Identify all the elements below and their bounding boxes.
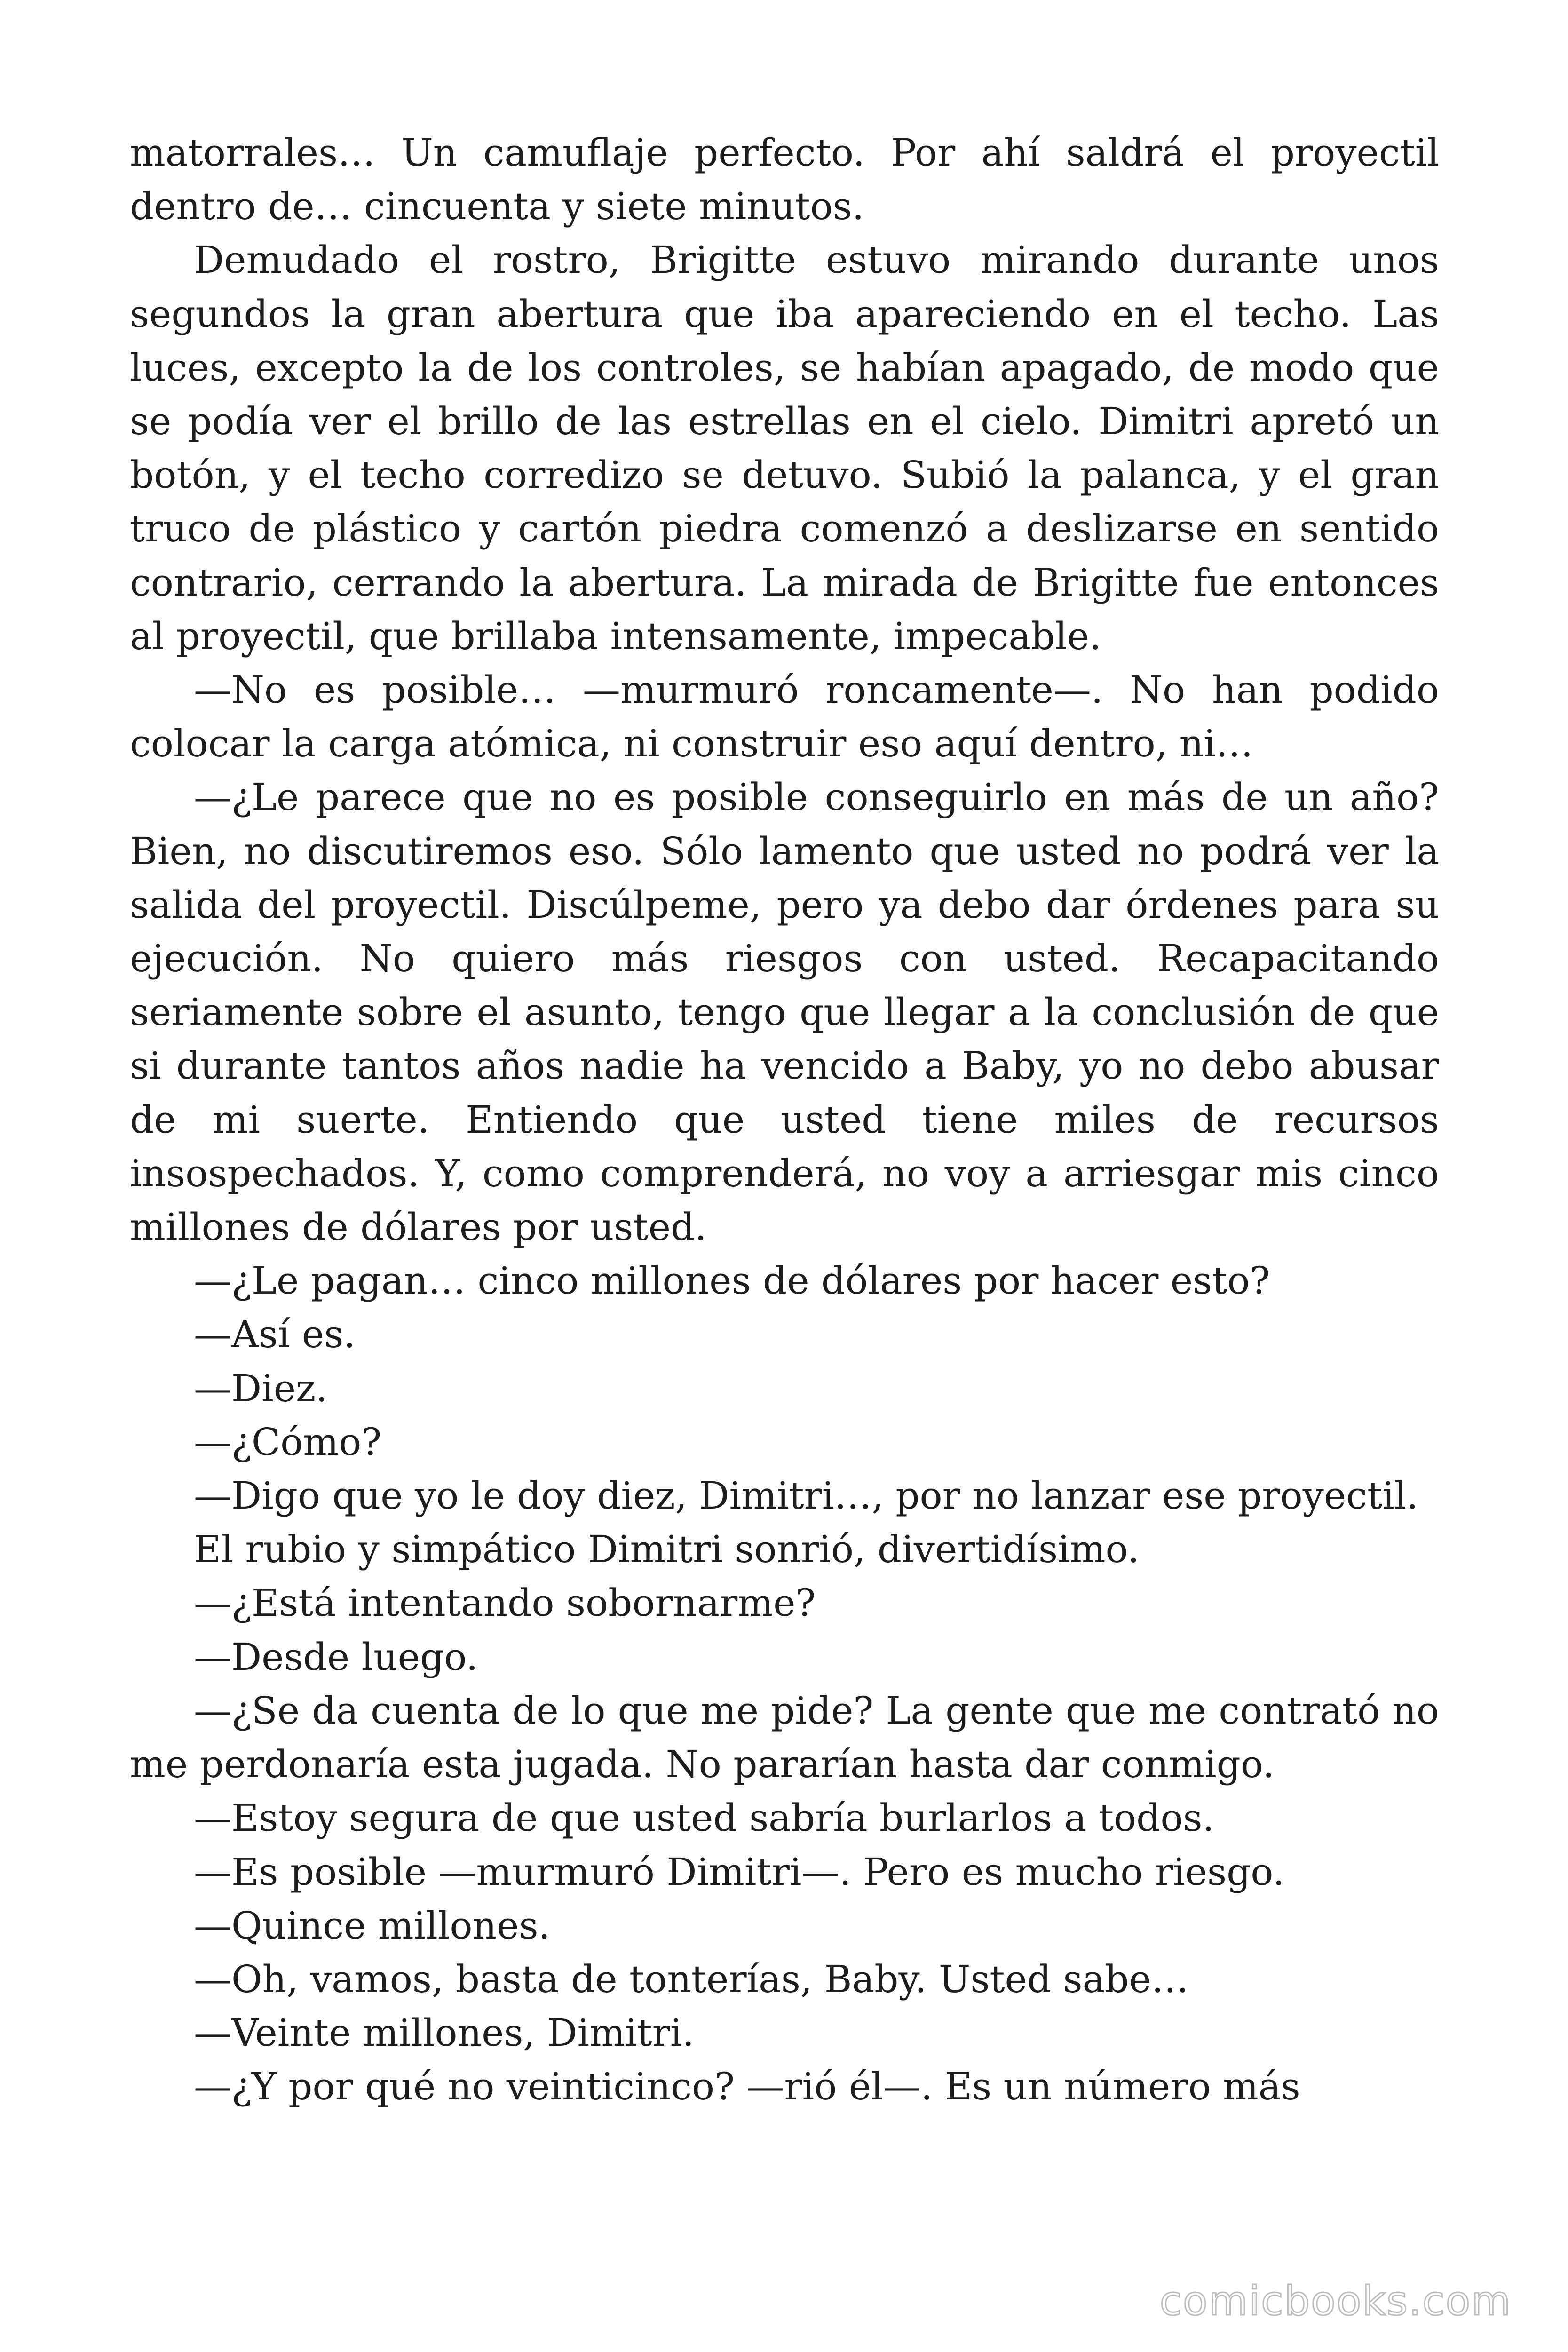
paragraph-13: —¿Se da cuenta de lo que me pide? La gente que me contrató no me perdonaría esta jugada. No pararían hasta dar conmigo. (130, 1688, 1439, 1787)
paragraph-1: matorrales… Un camuflaje perfecto. Por ahí saldrá el proyectil dentro de… cincuenta y siete minutos. (130, 131, 1439, 229)
paragraph-18: —Veinte millones, Dimitri. (194, 2011, 694, 2055)
paragraph-3: —No es posible… —murmuró roncamente—. No han podido colocar la carga atómica, ni construir eso aquí dentro, ni… (130, 668, 1439, 766)
paragraph-15: —Es posible —murmuró Dimitri—. Pero es mucho riesgo. (194, 1850, 1285, 1894)
paragraph-10: El rubio y simpático Dimitri sonrió, divertidísimo. (194, 1527, 1140, 1572)
paragraph-7: —Diez. (194, 1366, 328, 1410)
paragraph-11: —¿Está intentando sobornarme? (194, 1581, 816, 1625)
paragraph-8: —¿Cómo? (194, 1420, 382, 1464)
paragraph-4: —¿Le parece que no es posible conseguirlo en más de un año? Bien, no discutiremos eso. Sólo lamento que usted no podrá ver la salida del proyectil. Discúlpeme, pero ya debo dar órdenes para su ejecución. No quiero más riesgos con usted. Recapacitando seriamente sobre el asunto, tengo que llegar a la conclusión de que si durante tantos años nadie ha vencido a Baby, yo no debo abusar de mi suerte. Entiendo que usted tiene miles de recursos insospechados. Y, como comprenderá, no voy a arriesgar mis cinco millones de dólares por usted. (130, 775, 1439, 1249)
paragraph-14: —Estoy segura de que usted sabría burlarlos a todos. (194, 1796, 1215, 1840)
watermark: comicbooks.com (1159, 2278, 1512, 2325)
paragraph-17: —Oh, vamos, basta de tonterías, Baby. Usted sabe… (194, 1957, 1189, 2001)
paragraph-12: —Desde luego. (194, 1635, 478, 1679)
paragraph-6: —Así es. (194, 1312, 356, 1357)
paragraph-19: —¿Y por qué no veinticinco? —rió él—. Es un número más (194, 2065, 1300, 2109)
paragraph-9: —Digo que yo le doy diez, Dimitri…, por no lanzar ese proyectil. (194, 1474, 1418, 1518)
paragraph-2: Demudado el rostro, Brigitte estuvo mirando durante unos segundos la gran abertura que iba apareciendo en el techo. Las luces, excepto la de los controles, se habían apagado, de modo que se podía ver el brillo de las estrellas en el cielo. Dimitri apretó un botón, y el techo corredizo se detuvo. Subió la palanca, y el gran truco de plástico y cartón piedra comenzó a deslizarse en sentido contrario, cerrando la abertura. La mirada de Brigitte fue entonces al proyectil, que brillaba intensamente, impecable. (130, 238, 1439, 658)
paragraph-5: —¿Le pagan… cinco millones de dólares por hacer esto? (194, 1259, 1270, 1303)
paragraph-16: —Quince millones. (194, 1903, 550, 1947)
book-page-text (130, 126, 1439, 2114)
